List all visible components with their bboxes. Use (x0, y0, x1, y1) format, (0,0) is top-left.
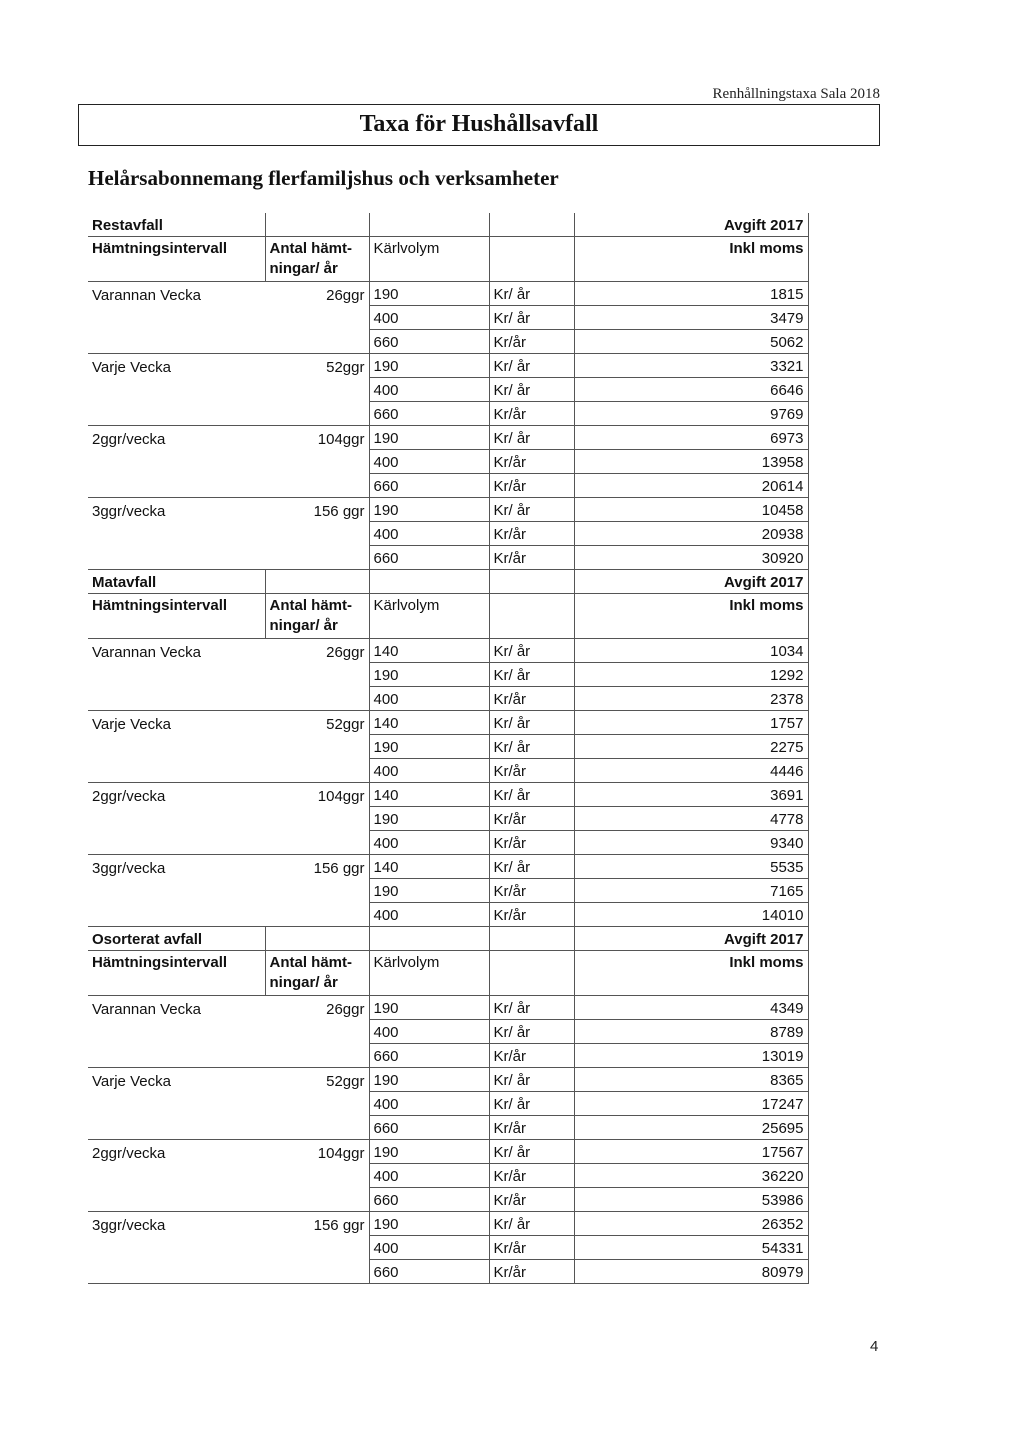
count-cell (265, 831, 369, 855)
volume-cell: 400 (369, 1020, 489, 1044)
table-row (88, 687, 808, 711)
price-cell: 4778 (574, 807, 808, 831)
unit-cell: Kr/år (489, 903, 574, 927)
volume-cell: 190 (369, 426, 489, 450)
volume-cell: 660 (369, 474, 489, 498)
unit-cell: Kr/ år (489, 1212, 574, 1236)
empty-cell (369, 570, 489, 594)
count-header: Antal hämt-ningar/ år (265, 594, 369, 639)
table-row (88, 639, 808, 663)
price-cell: 1292 (574, 663, 808, 687)
count-header: Antal hämt-ningar/ år (265, 951, 369, 996)
unit-cell: Kr/ år (489, 1140, 574, 1164)
price-cell: 20614 (574, 474, 808, 498)
volume-cell: 140 (369, 711, 489, 735)
volume-cell: 400 (369, 1092, 489, 1116)
volume-cell: 190 (369, 282, 489, 306)
unit-cell: Kr/ år (489, 783, 574, 807)
empty-cell (489, 237, 574, 282)
count-header: Antal hämt-ningar/ år (265, 237, 369, 282)
price-cell: 13958 (574, 450, 808, 474)
interval-cell: Varannan Vecka (92, 643, 201, 661)
volume-cell: 400 (369, 1236, 489, 1260)
table-row (88, 1116, 808, 1140)
price-cell: 14010 (574, 903, 808, 927)
interval-cell (88, 903, 265, 927)
volume-cell: 400 (369, 903, 489, 927)
volume-cell: 190 (369, 807, 489, 831)
unit-cell: Kr/år (489, 402, 574, 426)
volume-cell: 140 (369, 639, 489, 663)
count-cell (265, 1020, 369, 1044)
count-cell (265, 402, 369, 426)
unit-cell: Kr/år (489, 522, 574, 546)
page-subtitle: Helårsabonnemang flerfamiljshus och verksamheter (88, 166, 559, 190)
interval-cell (88, 1020, 265, 1044)
volume-header: Kärlvolym (369, 951, 489, 996)
interval-cell (88, 402, 265, 426)
price-cell: 4446 (574, 759, 808, 783)
table-row (88, 1236, 808, 1260)
unit-cell: Kr/år (489, 1188, 574, 1212)
volume-cell: 140 (369, 855, 489, 879)
volume-cell: 660 (369, 402, 489, 426)
table-row (88, 1164, 808, 1188)
unit-cell: Kr/år (489, 807, 574, 831)
price-cell: 2378 (574, 687, 808, 711)
interval-cell: 2ggr/vecka (92, 787, 166, 805)
interval-cell: 3ggr/vecka (92, 502, 166, 520)
volume-cell: 190 (369, 498, 489, 522)
interval-cell (88, 687, 265, 711)
table-row (88, 1188, 808, 1212)
price-cell: 26352 (574, 1212, 808, 1236)
fee-year-header: Avgift 2017 (574, 213, 808, 237)
interval-cell (88, 450, 265, 474)
table-row (88, 996, 808, 1020)
interval-cell (88, 522, 265, 546)
column-header-row (88, 951, 808, 996)
empty-cell (369, 213, 489, 237)
unit-cell: Kr/ år (489, 1068, 574, 1092)
fee-year-header: Avgift 2017 (574, 570, 808, 594)
volume-cell: 400 (369, 378, 489, 402)
table-row (88, 402, 808, 426)
count-cell (265, 450, 369, 474)
interval-cell (88, 1260, 265, 1284)
count-cell (265, 1236, 369, 1260)
price-cell: 3479 (574, 306, 808, 330)
volume-cell: 190 (369, 1140, 489, 1164)
unit-cell: Kr/år (489, 450, 574, 474)
volume-header: Kärlvolym (369, 237, 489, 282)
volume-cell: 660 (369, 1260, 489, 1284)
price-cell: 53986 (574, 1188, 808, 1212)
interval-cell: Varannan Vecka (92, 1000, 201, 1018)
count-cell (265, 663, 369, 687)
table-row (88, 807, 808, 831)
count-cell (265, 879, 369, 903)
interval-cell (88, 1236, 265, 1260)
unit-cell: Kr/ år (489, 498, 574, 522)
table-row (88, 354, 808, 378)
count-cell (265, 306, 369, 330)
unit-cell: Kr/år (489, 759, 574, 783)
table-row (88, 903, 808, 927)
section-title: Matavfall (88, 570, 265, 594)
table-row (88, 1140, 808, 1164)
table-row (88, 735, 808, 759)
title-box (78, 104, 880, 146)
empty-cell (489, 213, 574, 237)
price-cell: 10458 (574, 498, 808, 522)
table-row (88, 663, 808, 687)
vat-header: Inkl moms (574, 951, 808, 996)
empty-cell (265, 213, 369, 237)
volume-cell: 660 (369, 330, 489, 354)
interval-cell (88, 1164, 265, 1188)
price-cell: 1757 (574, 711, 808, 735)
count-cell: 52ggr (326, 358, 365, 376)
price-cell: 5535 (574, 855, 808, 879)
page-number: 4 (870, 1338, 879, 1355)
volume-cell: 660 (369, 1188, 489, 1212)
table-row (88, 1092, 808, 1116)
table-row (88, 1068, 808, 1092)
interval-cell: Varje Vecka (92, 358, 171, 376)
volume-cell: 660 (369, 1044, 489, 1068)
volume-cell: 190 (369, 996, 489, 1020)
count-cell (265, 1164, 369, 1188)
interval-cell (88, 330, 265, 354)
table-row (88, 855, 808, 879)
price-cell: 5062 (574, 330, 808, 354)
empty-cell (369, 927, 489, 951)
unit-cell: Kr/år (489, 1116, 574, 1140)
unit-cell: Kr/ år (489, 1020, 574, 1044)
unit-cell: Kr/år (489, 879, 574, 903)
interval-cell (88, 306, 265, 330)
unit-cell: Kr/år (489, 1236, 574, 1260)
price-cell: 8789 (574, 1020, 808, 1044)
price-cell: 30920 (574, 546, 808, 570)
price-cell: 17247 (574, 1092, 808, 1116)
count-cell (265, 687, 369, 711)
price-cell: 6973 (574, 426, 808, 450)
interval-cell (88, 831, 265, 855)
interval-cell (88, 735, 265, 759)
unit-cell: Kr/ år (489, 282, 574, 306)
interval-cell: 3ggr/vecka (92, 859, 166, 877)
unit-cell: Kr/ år (489, 378, 574, 402)
price-cell: 1034 (574, 639, 808, 663)
count-cell: 52ggr (326, 1072, 365, 1090)
count-cell: 52ggr (326, 715, 365, 733)
interval-cell (88, 879, 265, 903)
unit-cell: Kr/ år (489, 711, 574, 735)
volume-cell: 660 (369, 1116, 489, 1140)
price-cell: 80979 (574, 1260, 808, 1284)
unit-cell: Kr/år (489, 1164, 574, 1188)
price-cell: 6646 (574, 378, 808, 402)
unit-cell: Kr/år (489, 1260, 574, 1284)
unit-cell: Kr/ år (489, 855, 574, 879)
volume-cell: 400 (369, 687, 489, 711)
table-row (88, 474, 808, 498)
interval-cell (88, 546, 265, 570)
unit-cell: Kr/år (489, 330, 574, 354)
unit-cell: Kr/ år (489, 426, 574, 450)
tariff-table (88, 213, 809, 1284)
price-cell: 4349 (574, 996, 808, 1020)
table-row (88, 426, 808, 450)
table-row (88, 783, 808, 807)
count-cell (265, 330, 369, 354)
interval-cell (88, 1188, 265, 1212)
price-cell: 13019 (574, 1044, 808, 1068)
unit-cell: Kr/ år (489, 996, 574, 1020)
interval-cell: 2ggr/vecka (92, 1144, 166, 1162)
page-title: Taxa för Hushållsavfall (359, 111, 599, 137)
volume-cell: 400 (369, 522, 489, 546)
unit-cell: Kr/år (489, 831, 574, 855)
column-header-row (88, 237, 808, 282)
count-cell: 104ggr (317, 1144, 365, 1162)
table-row (88, 450, 808, 474)
price-cell: 7165 (574, 879, 808, 903)
interval-cell: 3ggr/vecka (92, 1216, 166, 1234)
count-cell: 26ggr (326, 1000, 365, 1018)
volume-cell: 140 (369, 783, 489, 807)
interval-cell: Varje Vecka (92, 1072, 171, 1090)
count-cell (265, 378, 369, 402)
interval-cell (88, 663, 265, 687)
count-cell (265, 1092, 369, 1116)
count-cell: 156 ggr (313, 502, 365, 520)
vat-header: Inkl moms (574, 237, 808, 282)
section-header-row (88, 213, 808, 237)
interval-cell: 2ggr/vecka (92, 430, 166, 448)
volume-cell: 400 (369, 1164, 489, 1188)
interval-header: Hämtningsintervall (88, 594, 265, 639)
count-cell: 156 ggr (313, 859, 365, 877)
count-cell (265, 735, 369, 759)
volume-cell: 400 (369, 831, 489, 855)
empty-cell (265, 570, 369, 594)
interval-cell (88, 474, 265, 498)
interval-cell: Varannan Vecka (92, 286, 201, 304)
count-cell (265, 546, 369, 570)
interval-cell (88, 1092, 265, 1116)
count-cell (265, 759, 369, 783)
volume-cell: 190 (369, 354, 489, 378)
empty-cell (489, 570, 574, 594)
price-cell: 20938 (574, 522, 808, 546)
volume-header: Kärlvolym (369, 594, 489, 639)
column-header-row (88, 594, 808, 639)
count-cell: 26ggr (326, 286, 365, 304)
count-cell: 104ggr (317, 787, 365, 805)
vat-header: Inkl moms (574, 594, 808, 639)
interval-cell (88, 1044, 265, 1068)
volume-cell: 190 (369, 663, 489, 687)
unit-cell: Kr/ år (489, 639, 574, 663)
price-cell: 36220 (574, 1164, 808, 1188)
unit-cell: Kr/ år (489, 663, 574, 687)
count-cell (265, 522, 369, 546)
interval-cell (88, 378, 265, 402)
unit-cell: Kr/ år (489, 735, 574, 759)
unit-cell: Kr/ år (489, 306, 574, 330)
unit-cell: Kr/ år (489, 354, 574, 378)
section-header-row (88, 570, 808, 594)
price-cell: 25695 (574, 1116, 808, 1140)
table-row (88, 759, 808, 783)
unit-cell: Kr/år (489, 687, 574, 711)
unit-cell: Kr/ år (489, 1092, 574, 1116)
count-cell (265, 1188, 369, 1212)
interval-cell (88, 1116, 265, 1140)
section-title: Restavfall (88, 213, 265, 237)
interval-cell (88, 759, 265, 783)
price-cell: 1815 (574, 282, 808, 306)
unit-cell: Kr/år (489, 474, 574, 498)
table-row (88, 831, 808, 855)
volume-cell: 190 (369, 1068, 489, 1092)
table-row (88, 330, 808, 354)
price-cell: 8365 (574, 1068, 808, 1092)
empty-cell (489, 951, 574, 996)
table-row (88, 1044, 808, 1068)
count-cell (265, 903, 369, 927)
count-cell (265, 1260, 369, 1284)
empty-cell (489, 594, 574, 639)
table-row (88, 282, 808, 306)
table-row (88, 546, 808, 570)
table-row (88, 378, 808, 402)
table-row (88, 522, 808, 546)
empty-cell (265, 927, 369, 951)
price-cell: 3321 (574, 354, 808, 378)
table-row (88, 1020, 808, 1044)
volume-cell: 660 (369, 546, 489, 570)
interval-header: Hämtningsintervall (88, 237, 265, 282)
volume-cell: 400 (369, 759, 489, 783)
count-cell (265, 1116, 369, 1140)
unit-cell: Kr/år (489, 546, 574, 570)
fee-year-header: Avgift 2017 (574, 927, 808, 951)
empty-cell (489, 927, 574, 951)
price-cell: 54331 (574, 1236, 808, 1260)
price-cell: 3691 (574, 783, 808, 807)
price-cell: 17567 (574, 1140, 808, 1164)
count-cell (265, 1044, 369, 1068)
price-cell: 9769 (574, 402, 808, 426)
section-title: Osorterat avfall (88, 927, 265, 951)
table-row (88, 711, 808, 735)
interval-cell (88, 807, 265, 831)
volume-cell: 190 (369, 879, 489, 903)
count-cell: 26ggr (326, 643, 365, 661)
count-cell (265, 807, 369, 831)
count-cell (265, 474, 369, 498)
volume-cell: 190 (369, 735, 489, 759)
volume-cell: 400 (369, 306, 489, 330)
volume-cell: 400 (369, 450, 489, 474)
table-row (88, 1260, 808, 1284)
volume-cell: 190 (369, 1212, 489, 1236)
section-header-row (88, 927, 808, 951)
price-cell: 2275 (574, 735, 808, 759)
table-row (88, 498, 808, 522)
count-cell: 156 ggr (313, 1216, 365, 1234)
unit-cell: Kr/år (489, 1044, 574, 1068)
interval-header: Hämtningsintervall (88, 951, 265, 996)
table-row (88, 306, 808, 330)
price-cell: 9340 (574, 831, 808, 855)
count-cell: 104ggr (317, 430, 365, 448)
interval-cell: Varje Vecka (92, 715, 171, 733)
table-row (88, 879, 808, 903)
running-header: Renhållningstaxa Sala 2018 (712, 86, 880, 102)
table-row (88, 1212, 808, 1236)
